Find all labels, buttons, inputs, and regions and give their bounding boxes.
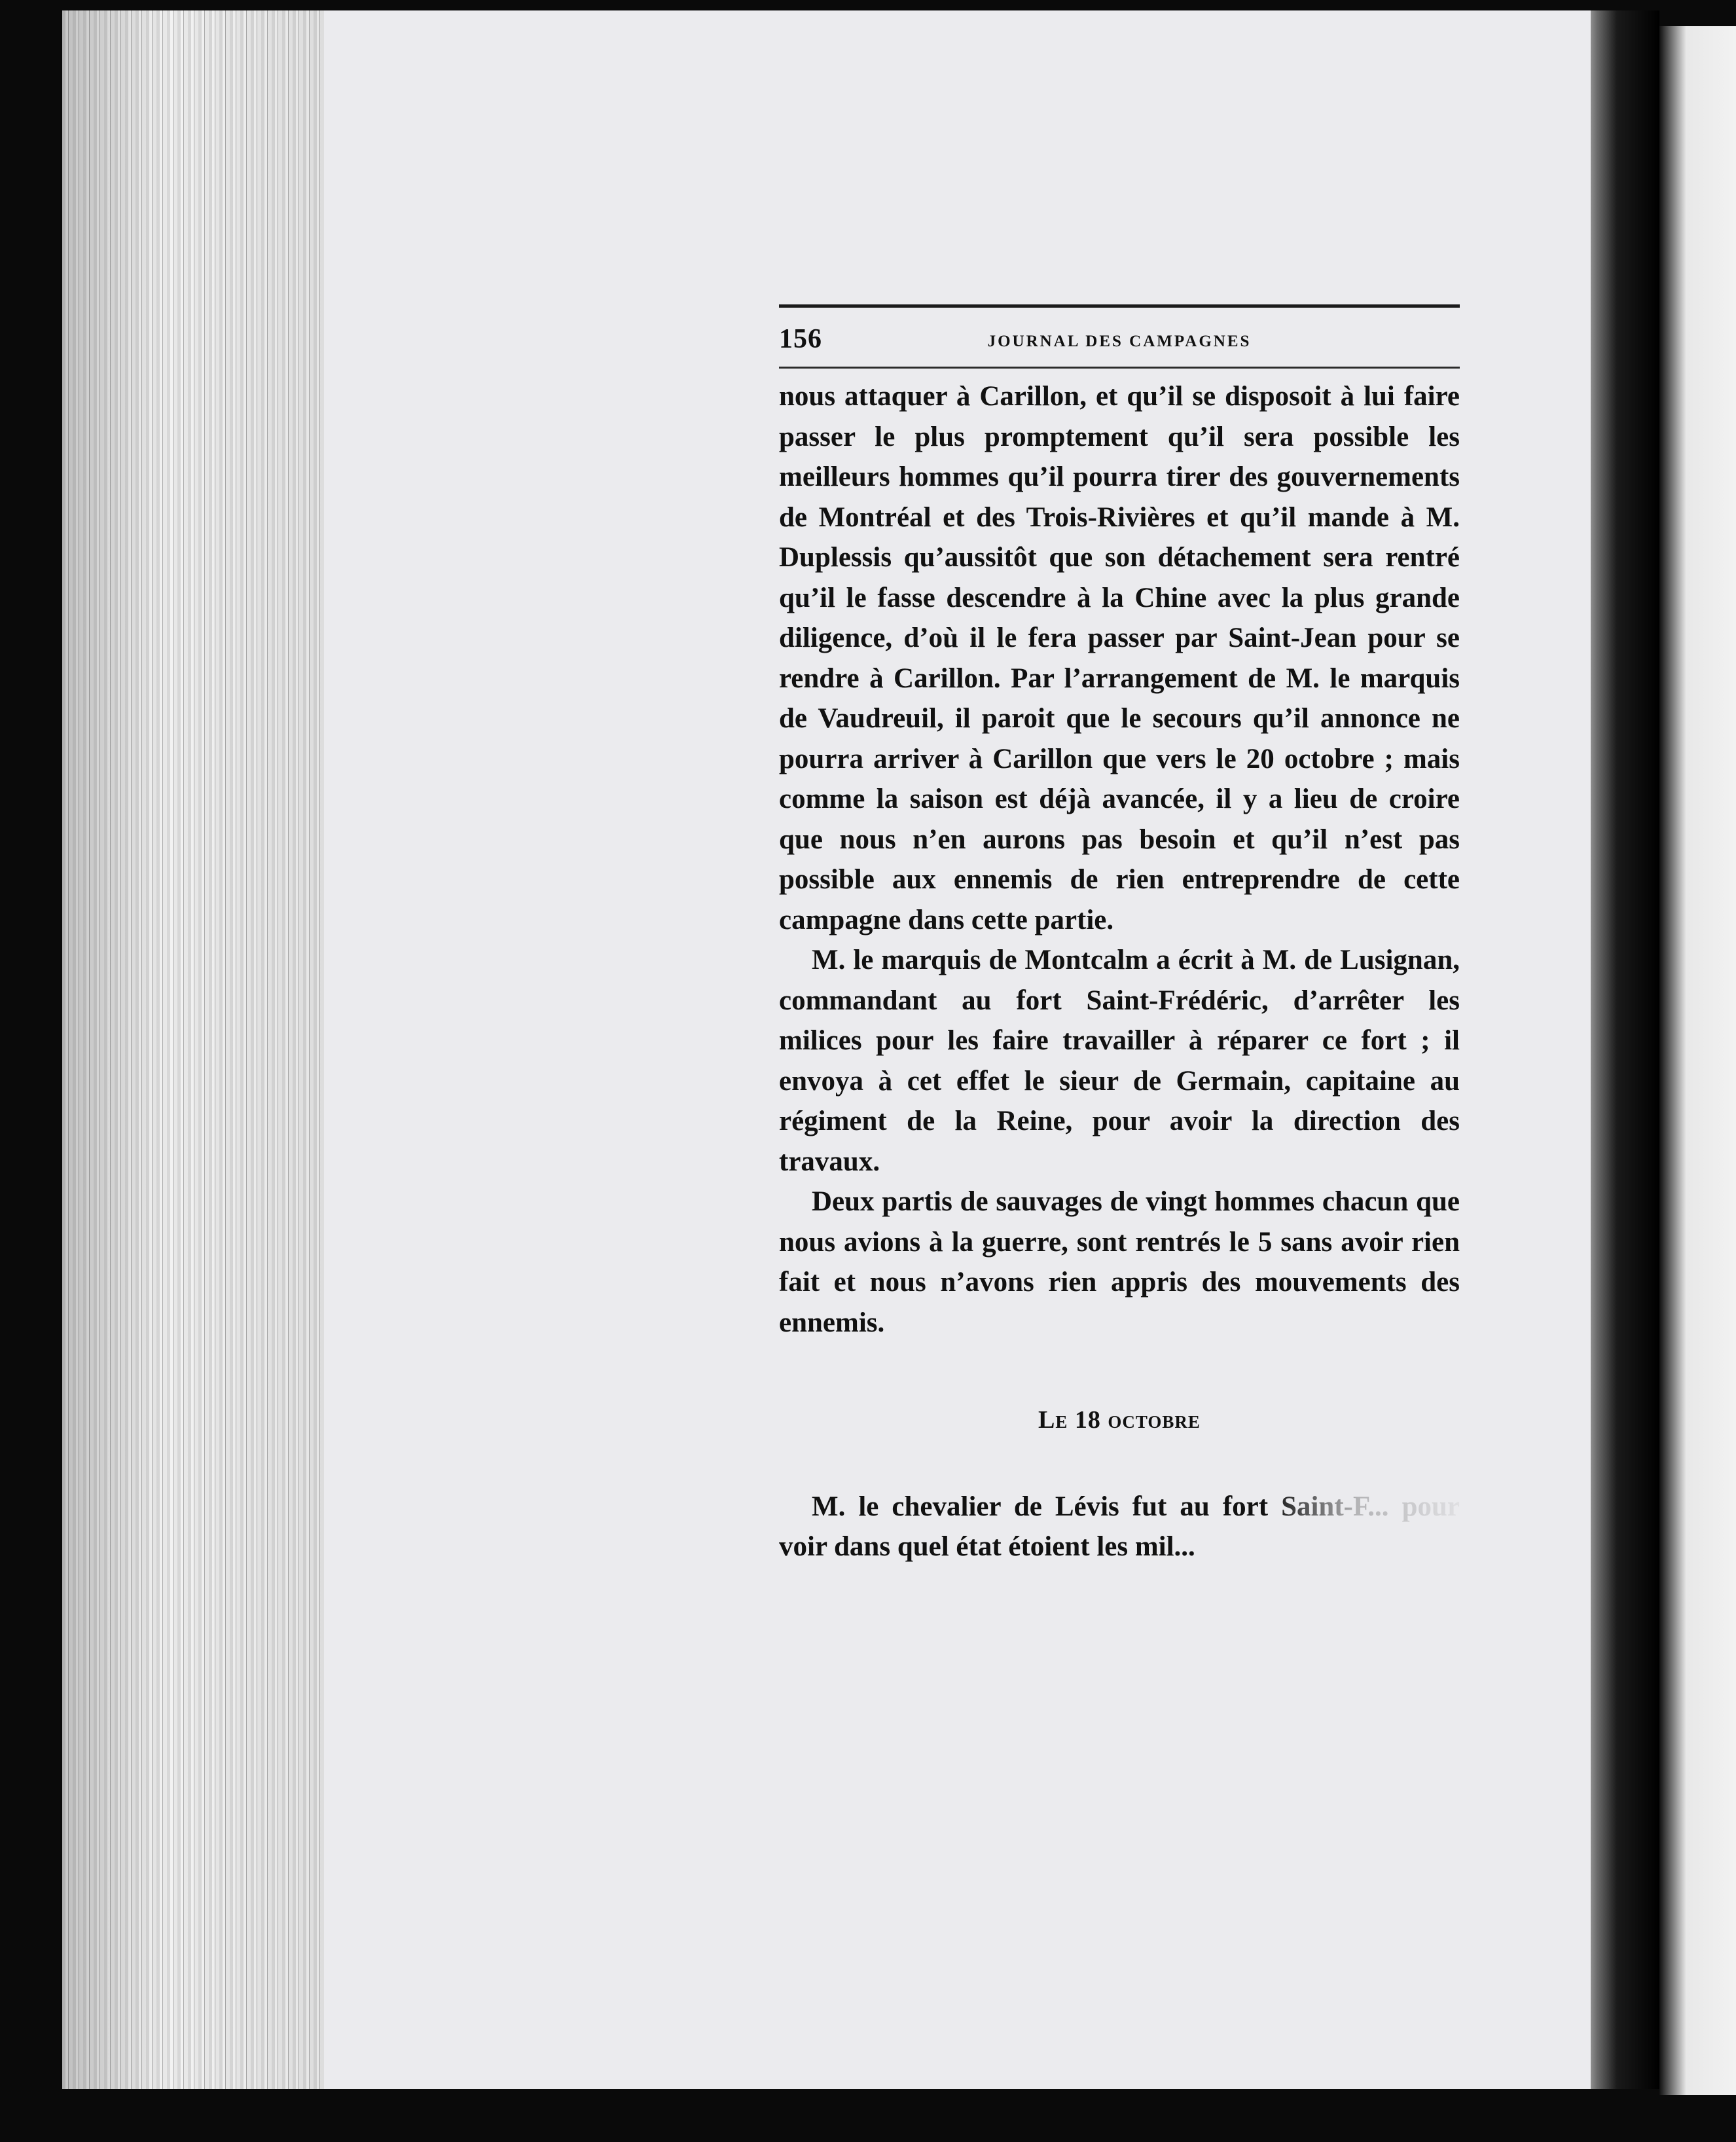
facing-page-edge: [1659, 26, 1736, 2095]
page-text-block: [779, 304, 1460, 1567]
section-heading: Le 18 octobre: [1038, 1406, 1201, 1434]
body-text: [779, 376, 1460, 1567]
paragraph-2: M. le marquis de Montcalm a écrit à M. de Lusignan, commandant au fort Saint-Frédéric, d’arrêter les milices pour les faire travailler à réparer ce fort ; il envoya à cet effet le sieur de Germain, capitaine au régiment de la Reine, pour avoir la direction des travaux.: [779, 945, 1460, 1177]
page-number: 156: [779, 324, 822, 354]
running-head: [779, 308, 1460, 367]
book-page-edges: [62, 10, 326, 2089]
running-title: JOURNAL DES CAMPAGNES: [987, 333, 1252, 350]
section-paragraph: M. le chevalier de Lévis fut au fort Saint-F... pour voir dans quel état étoient les mil...: [779, 1487, 1460, 1567]
book-binding-shadow: [1591, 10, 1659, 2089]
header-bottom-rule: [779, 367, 1460, 369]
paragraph-1: nous attaquer à Carillon, et qu’il se disposoit à lui faire passer le plus promptement qu’il sera possible les meilleurs hommes qu’il pourra tirer des gouvernements de Montréal et des Trois-Rivières et qu’il mande à M. Duplessis qu’aussitôt que son détachement sera rentré qu’il le fasse descendre à la Chine avec la plus grande diligence, d’où il le fera passer par Saint-Jean pour se rendre à Carillon. Par l’arrangement de M. le marquis de Vaudreuil, il paroit que le secours qu’il annonce ne pourra arriver à Carillon que vers le 20 octobre ; mais comme la saison est déjà avancée, il y a lieu de croire que nous n’en aurons pas besoin et qu’il n’est pas possible aux ennemis de rien entreprendre de cette campagne dans cette partie.: [779, 381, 1460, 935]
paragraph-3: Deux partis de sauvages de vingt hommes chacun que nous avions à la guerre, sont rentrés le 5 sans avoir rien fait et nous n’avons rien appris des mouvements des ennemis.: [779, 1186, 1460, 1338]
